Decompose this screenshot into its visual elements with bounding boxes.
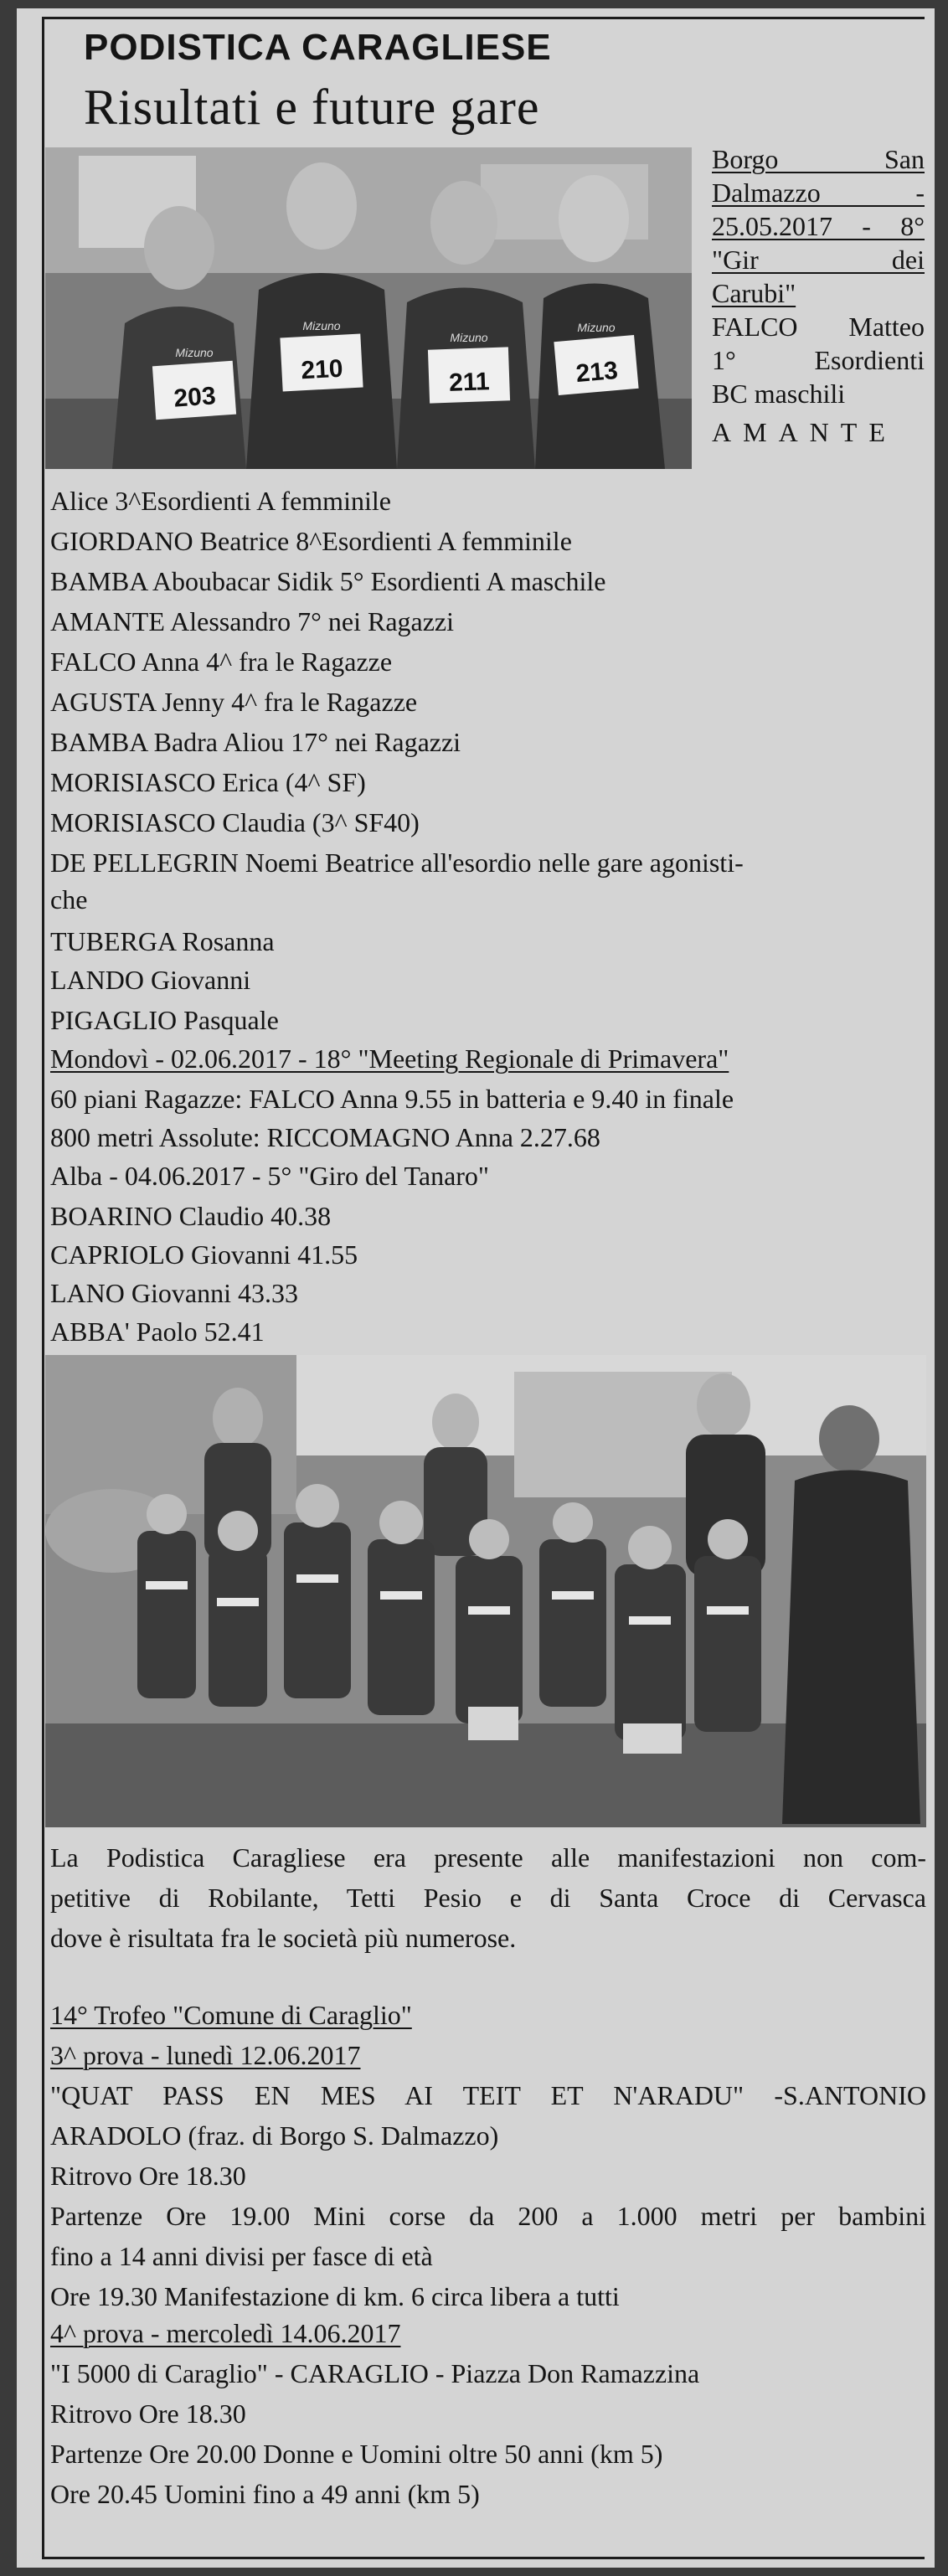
- bib-number: 213: [574, 356, 620, 389]
- sidebar-line: 25.05.2017 - 8°: [712, 211, 925, 241]
- prova4-line: Ore 20.45 Uomini fino a 49 anni (km 5): [50, 2479, 480, 2509]
- result-line: BAMBA Aboubacar Sidik 5° Esordienti A maschile: [50, 566, 606, 596]
- prova4-line: Partenze Ore 20.00 Donne e Uomini oltre 50 anni (km 5): [50, 2439, 663, 2469]
- jersey-logo: Mizuno: [450, 331, 488, 344]
- sidebar-line: BC maschili: [712, 379, 846, 409]
- group-photo-graphic: [45, 1355, 926, 1827]
- paragraph-line: La Podistica Caragliese era presente alle manifestazioni non com-: [50, 1842, 926, 1873]
- result-line: che: [50, 884, 88, 914]
- runners-photo-graphic: [45, 147, 692, 469]
- result-line: TUBERGA Rosanna: [50, 926, 275, 956]
- prova3-line: Partenze Ore 19.00 Mini corse da 200 a 1.000 metri per bambini: [50, 2201, 926, 2231]
- result-line: BAMBA Badra Aliou 17° nei Ragazzi: [50, 727, 461, 757]
- alba-line: LANO Giovanni 43.33: [50, 1278, 298, 1308]
- sidebar-line: FALCO Matteo: [712, 312, 925, 342]
- bib-number: 210: [300, 354, 344, 385]
- result-line: PIGAGLIO Pasquale: [50, 1005, 279, 1035]
- prova3-header: 3^ prova - lunedì 12.06.2017: [50, 2040, 361, 2070]
- mondovi-header: Mondovì - 02.06.2017 - 18° "Meeting Regionale di Primavera": [50, 1043, 729, 1074]
- result-line: AMANTE Alessandro 7° nei Ragazzi: [50, 606, 455, 636]
- result-line: MORISIASCO Claudia (3^ SF40): [50, 807, 420, 837]
- prova4-line: Ritrovo Ore 18.30: [50, 2398, 246, 2429]
- jersey-logo: Mizuno: [577, 321, 616, 334]
- result-line: GIORDANO Beatrice 8^Esordienti A femminile: [50, 526, 572, 556]
- result-line: FALCO Anna 4^ fra le Ragazze: [50, 647, 393, 677]
- runners-photo: [45, 147, 692, 469]
- jersey-logo: Mizuno: [302, 319, 341, 332]
- result-line: Alice 3^Esordienti A femminile: [50, 486, 391, 516]
- alba-header: Alba - 04.06.2017 - 5° "Giro del Tanaro": [50, 1161, 489, 1191]
- bib-number: 203: [173, 382, 217, 413]
- prova3-line: Ritrovo Ore 18.30: [50, 2161, 246, 2191]
- sidebar-line: Dalmazzo -: [712, 178, 925, 208]
- mondovi-line: 60 piani Ragazze: FALCO Anna 9.55 in batteria e 9.40 in finale: [50, 1084, 734, 1114]
- sidebar-line: AMANTE: [712, 417, 897, 447]
- sidebar-line: Borgo San: [712, 144, 925, 174]
- group-photo: [45, 1355, 926, 1827]
- prova3-line: Ore 19.30 Manifestazione di km. 6 circa libera a tutti: [50, 2281, 620, 2311]
- result-line: AGUSTA Jenny 4^ fra le Ragazze: [50, 687, 418, 717]
- mondovi-line: 800 metri Assolute: RICCOMAGNO Anna 2.27.68: [50, 1122, 600, 1152]
- sidebar-line: "Gir dei: [712, 245, 925, 275]
- prova3-line: ARADOLO (fraz. di Borgo S. Dalmazzo): [50, 2120, 499, 2151]
- prova4-header: 4^ prova - mercoledì 14.06.2017: [50, 2318, 401, 2348]
- alba-line: BOARINO Claudio 40.38: [50, 1201, 332, 1231]
- paragraph-line: petitive di Robilante, Tetti Pesio e di Santa Croce di Cervasca: [50, 1883, 926, 1913]
- prova4-line: "I 5000 di Caraglio" - CARAGLIO - Piazza Don Ramazzina: [50, 2358, 700, 2388]
- masthead: PODISTICA CARAGLIESE: [84, 27, 552, 68]
- paragraph-line: dove è risultata fra le società più numerose.: [50, 1923, 517, 1953]
- result-line: LANDO Giovanni: [50, 965, 251, 995]
- bib-number: 211: [448, 368, 491, 397]
- prova3-line: fino a 14 anni divisi per fasce di età: [50, 2241, 433, 2271]
- alba-line: ABBA' Paolo 52.41: [50, 1316, 265, 1347]
- result-line: MORISIASCO Erica (4^ SF): [50, 767, 366, 797]
- trofeo-title: 14° Trofeo "Comune di Caraglio": [50, 2000, 412, 2030]
- sidebar-line: 1° Esordienti: [712, 345, 925, 375]
- result-line: DE PELLEGRIN Noemi Beatrice all'esordio nelle gare agonisti-: [50, 848, 744, 878]
- prova3-line: "QUAT PASS EN MES AI TEIT ET N'ARADU" -S.ANTONIO: [50, 2080, 926, 2110]
- headline: Risultati e future gare: [84, 80, 540, 135]
- sidebar-line: Carubi": [712, 278, 796, 308]
- jersey-logo: Mizuno: [175, 346, 214, 359]
- newspaper-page: [17, 8, 935, 2568]
- alba-line: CAPRIOLO Giovanni 41.55: [50, 1239, 358, 1270]
